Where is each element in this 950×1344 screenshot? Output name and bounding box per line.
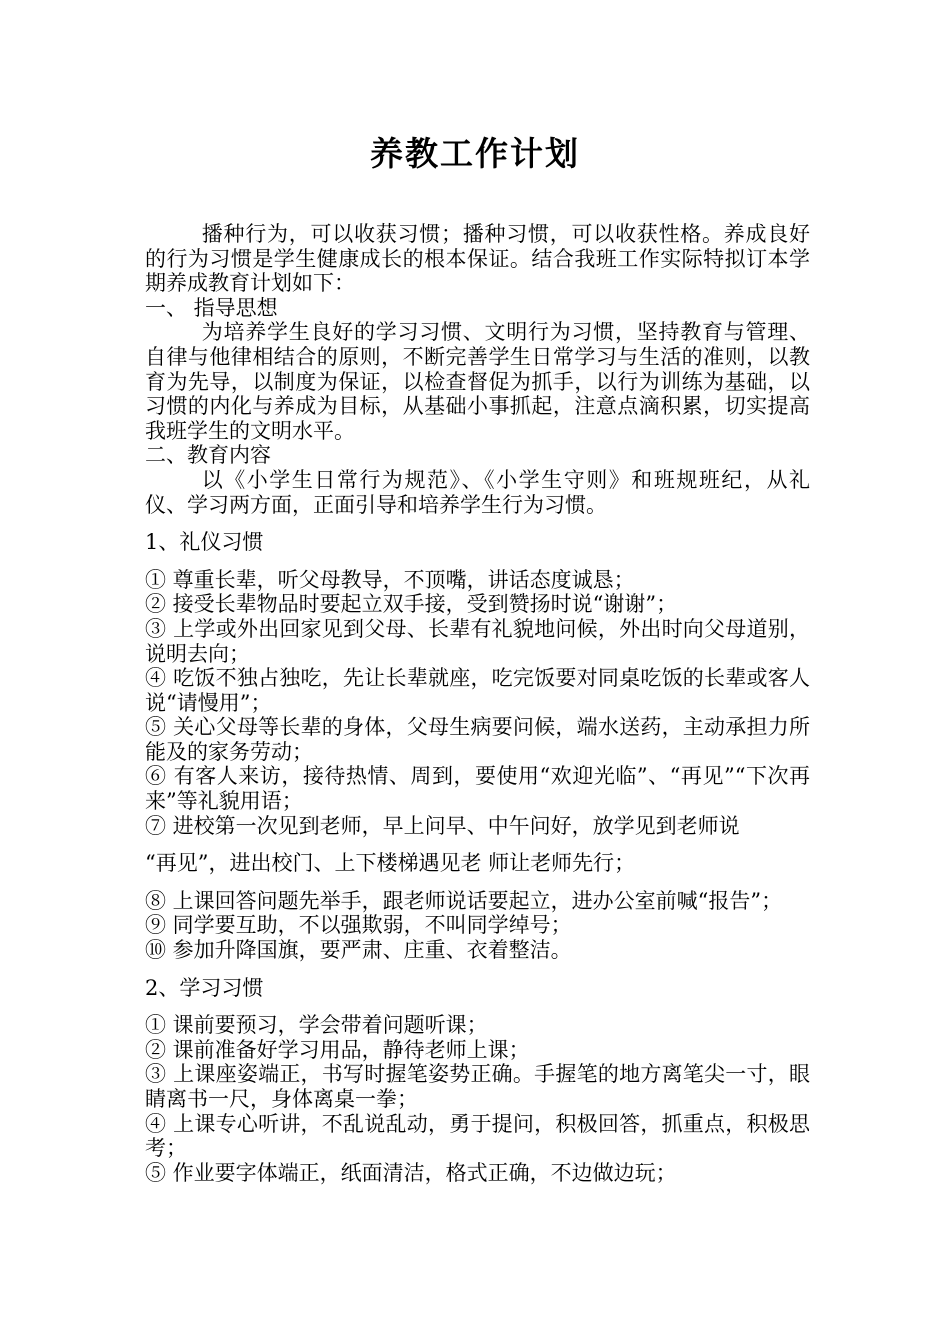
section-2-heading: 二、教育内容	[145, 443, 271, 468]
etiquette-item: ⑩ 参加升降国旗，要严肃、庄重、衣着整洁。	[145, 938, 572, 963]
etiquette-item: ⑥ 有客人来访，接待热情、周到，要使用“欢迎光临”、“再见”“下次再来”等礼貌用语；	[145, 764, 810, 814]
etiquette-item: ⑧ 上课回答问题先举手，跟老师说话要起立，进办公室前喊“报告”；	[145, 888, 783, 913]
section-1-paragraph: 为培养学生良好的学习习惯、文明行为习惯，坚持教育与管理、自律与他律相结合的原则，不断完善学生日常学习与生活的准则，以教育为先导，以制度为保证，以检查督促为抓手，以行为训练为基础，以习惯的内化与养成为目标，从基础小事抓起，注意点滴积累，切实提高我班学生的文明水平。	[145, 320, 810, 443]
etiquette-item: ② 接受长辈物品时要起立双手接，受到赞扬时说“谢谢”；	[145, 592, 678, 617]
study-item: ② 课前准备好学习用品，静待老师上课；	[145, 1037, 530, 1062]
study-heading: 2、学习习惯	[145, 975, 264, 1000]
etiquette-item: “再见”，进出校门、上下楼梯遇见老 师让老师先行；	[145, 851, 636, 876]
etiquette-item: ① 尊重长辈，听父母教导，不顶嘴，讲话态度诚恳；	[145, 567, 635, 592]
document-title: 养教工作计划	[370, 134, 580, 173]
study-item: ⑤ 作业要字体端正，纸面清洁，格式正确，不边做边玩；	[145, 1160, 677, 1185]
etiquette-item: ⑤ 关心父母等长辈的身体，父母生病要问候，端水送药，主动承担力所能及的家务劳动；	[145, 715, 810, 764]
section-1-heading: 一、 指导思想	[145, 295, 278, 320]
document-body	[145, 222, 810, 1185]
section-2-paragraph: 以《小学生日常行为规范》、《小学生守则》和班规班纪，从礼仪、学习两方面，正面引导和培养学生行为习惯。	[145, 467, 810, 517]
etiquette-item: ③ 上学或外出回家见到父母、长辈有礼貌地问候，外出时向父母道别，说明去向；	[145, 616, 810, 666]
etiquette-heading: 1、礼仪习惯	[145, 530, 264, 555]
etiquette-item: ④ 吃饭不独占独吃，先让长辈就座，吃完饭要对同桌吃饭的长辈或客人说“请慢用”；	[145, 666, 810, 715]
intro-paragraph: 播种行为，可以收获习惯；播种习惯，可以收获性格。养成良好的行为习惯是学生健康成长的根本保证。结合我班工作实际特拟订本学期养成教育计划如下：	[145, 222, 810, 296]
study-item: ④ 上课专心听讲，不乱说乱动，勇于提问，积极回答，抓重点，积极思考；	[145, 1111, 810, 1161]
study-item: ① 课前要预习，学会带着问题听课；	[145, 1013, 488, 1038]
etiquette-item: ⑦ 进校第一次见到老师，早上问早、中午问好，放学见到老师说	[145, 813, 740, 838]
etiquette-item: ⑨ 同学要互助，不以强欺弱，不叫同学绰号；	[145, 913, 572, 938]
study-item: ③ 上课座姿端正，书写时握笔姿势正确。手握笔的地方离笔尖一寸，眼睛离书一尺，身体离桌一拳；	[145, 1062, 810, 1111]
